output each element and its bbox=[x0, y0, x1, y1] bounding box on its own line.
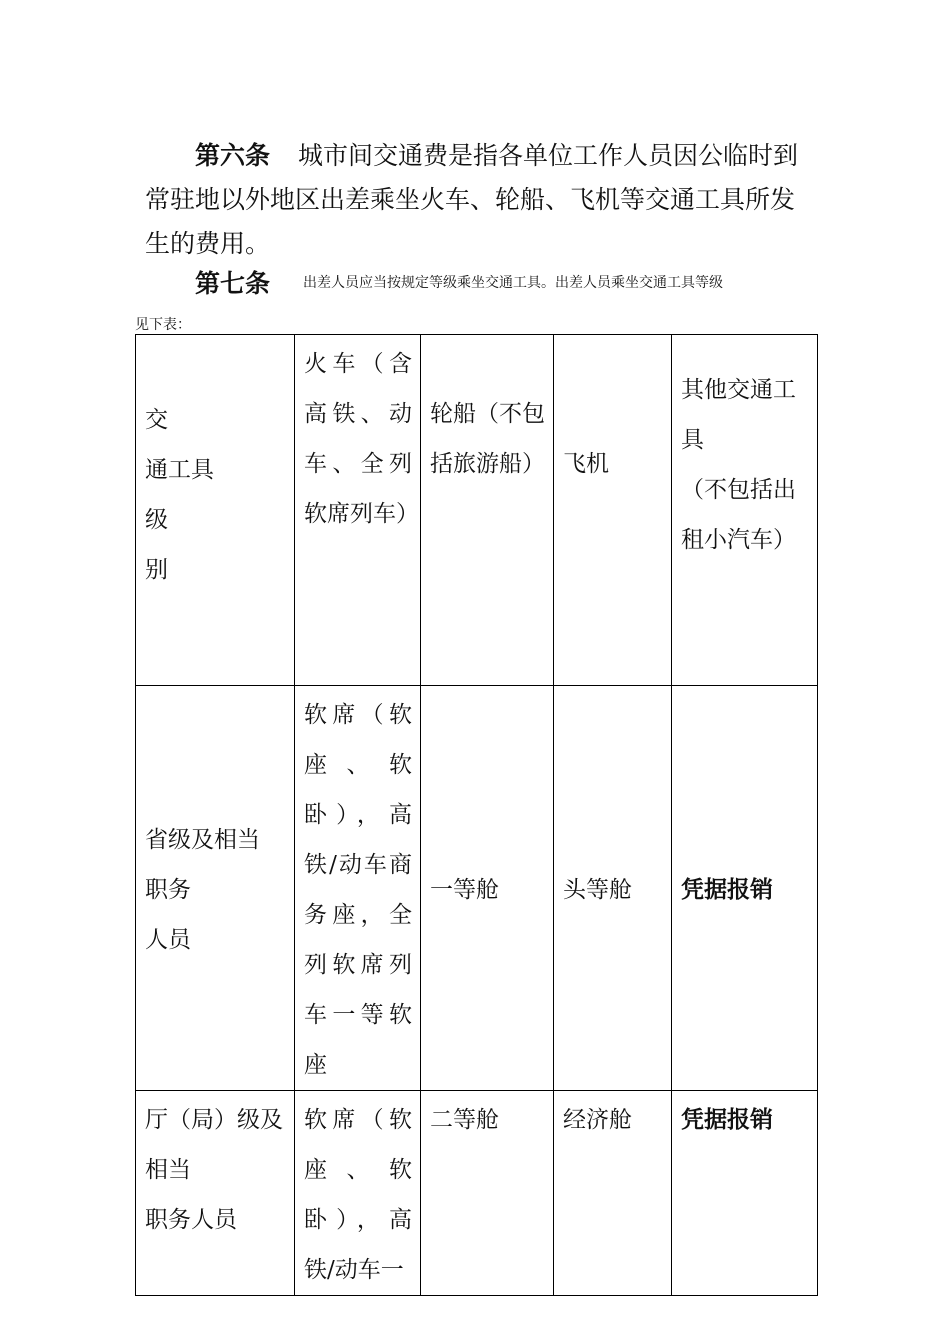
article-7-text: 出差人员应当按规定等级乘坐交通工具。出差人员乘坐交通工具等级 bbox=[303, 275, 723, 291]
level-cell: 厅（局）级及 相当 职务人员 bbox=[136, 1091, 295, 1296]
table-row bbox=[136, 1091, 818, 1296]
header-ship: 轮船（不包括旅游船） bbox=[421, 335, 554, 686]
table-header-row bbox=[136, 335, 818, 686]
ship-cell: 一等舱 bbox=[421, 686, 554, 1091]
other-cell: 凭据报销 bbox=[672, 686, 818, 1091]
table-row bbox=[136, 686, 818, 1091]
header-plane: 飞机 bbox=[554, 335, 672, 686]
article-7-paragraph bbox=[145, 268, 815, 298]
level-cell: 省级及相当 职务 人员 bbox=[136, 686, 295, 1091]
article-6-heading: 第六条 bbox=[195, 141, 271, 170]
transport-level-table bbox=[135, 334, 818, 1296]
ship-cell: 二等舱 bbox=[421, 1091, 554, 1296]
train-cell: 软席（软座、软卧），高铁/动车一 bbox=[295, 1091, 421, 1296]
other-cell: 凭据报销 bbox=[672, 1091, 818, 1296]
article-7-text-continued: 见下表： bbox=[135, 317, 191, 333]
article-6-paragraph bbox=[145, 134, 810, 266]
article-7-heading: 第七条 bbox=[195, 269, 271, 298]
plane-cell: 经济舱 bbox=[554, 1091, 672, 1296]
train-cell: 软席（软座、软卧），高铁/动车商务座，全列软席列车一等软座 bbox=[295, 686, 421, 1091]
header-other: 其他交通工具 （不包括出租小汽车） bbox=[672, 335, 818, 686]
article-6-text: 城市间交通费是指各单位工作人员因公临时到常驻地以外地区出差乘坐火车、轮船、飞机等交通工具所发生的费用。 bbox=[145, 141, 799, 258]
header-corner-cell: 交 通工具 级 别 bbox=[136, 335, 295, 686]
plane-cell: 头等舱 bbox=[554, 686, 672, 1091]
header-train: 火车（含高铁、动车、全列软席列车） bbox=[295, 335, 421, 686]
